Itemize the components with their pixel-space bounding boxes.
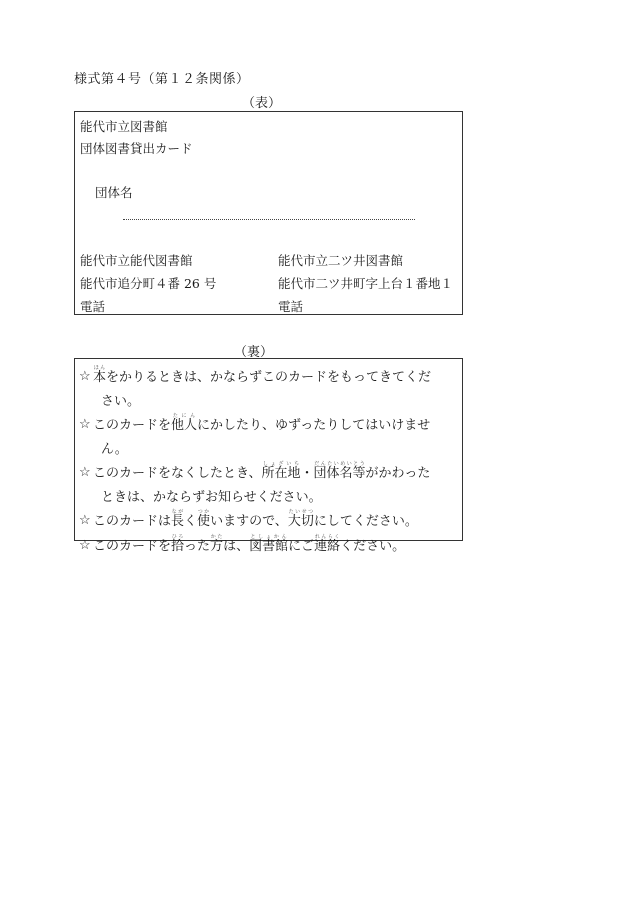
card-front (74, 111, 463, 315)
form-number: 様式第４号（第１２条関係） (74, 72, 250, 87)
rule-item-3 (79, 461, 458, 509)
star-icon: ☆ (79, 513, 91, 528)
star-icon: ☆ (79, 465, 91, 480)
rule-text: このカードを他人たにんにかしたり、ゆずったりしてはいけませ (93, 413, 431, 433)
rule-text: このカードを拾ひろった方かたは、図書館としょかんにご連絡れんらくください。 (93, 533, 406, 554)
branch-b-phone: 電話 (278, 299, 304, 314)
library-name: 能代市立図書館 (80, 119, 168, 134)
rule-text-continued: ん。 (101, 441, 128, 457)
group-name-line (123, 219, 415, 220)
star-icon: ☆ (79, 417, 91, 432)
rule-text: このカードをなくしたとき、所在地しょざいち・団体名等だんたいめいとうがかわった (93, 461, 431, 481)
card-title: 団体図書貸出カード (80, 141, 193, 156)
branch-b-address: 能代市二ツ井町字上台１番地１ (278, 276, 454, 291)
card-back (74, 358, 463, 554)
rule-text-continued: ときは、かならずお知らせください。 (101, 489, 322, 505)
rule-item-2 (79, 413, 458, 461)
rule-text: このカードは長ながく使つかいますので、大切たいせつにしてください。 (93, 509, 418, 529)
rule-item-4 (79, 509, 458, 534)
front-side-label: （表） (242, 96, 282, 111)
rule-item-5 (79, 534, 458, 559)
back-side-label: （裏） (234, 345, 274, 360)
branch-b-name: 能代市立二ツ井図書館 (278, 253, 404, 268)
rules-list (79, 365, 458, 558)
rule-item-1 (79, 365, 458, 413)
star-icon: ☆ (79, 369, 91, 384)
star-icon: ☆ (79, 537, 91, 553)
group-name-label: 団体名 (95, 185, 133, 200)
rule-text: 本ほんをかりるときは、かならずこのカードをもってきてくだ (93, 365, 432, 385)
branch-a-address: 能代市追分町４番 26 号 (80, 276, 217, 291)
branch-a-phone: 電話 (80, 299, 106, 314)
rule-text-continued: さい。 (101, 393, 141, 409)
branch-a-name: 能代市立能代図書館 (80, 253, 193, 268)
